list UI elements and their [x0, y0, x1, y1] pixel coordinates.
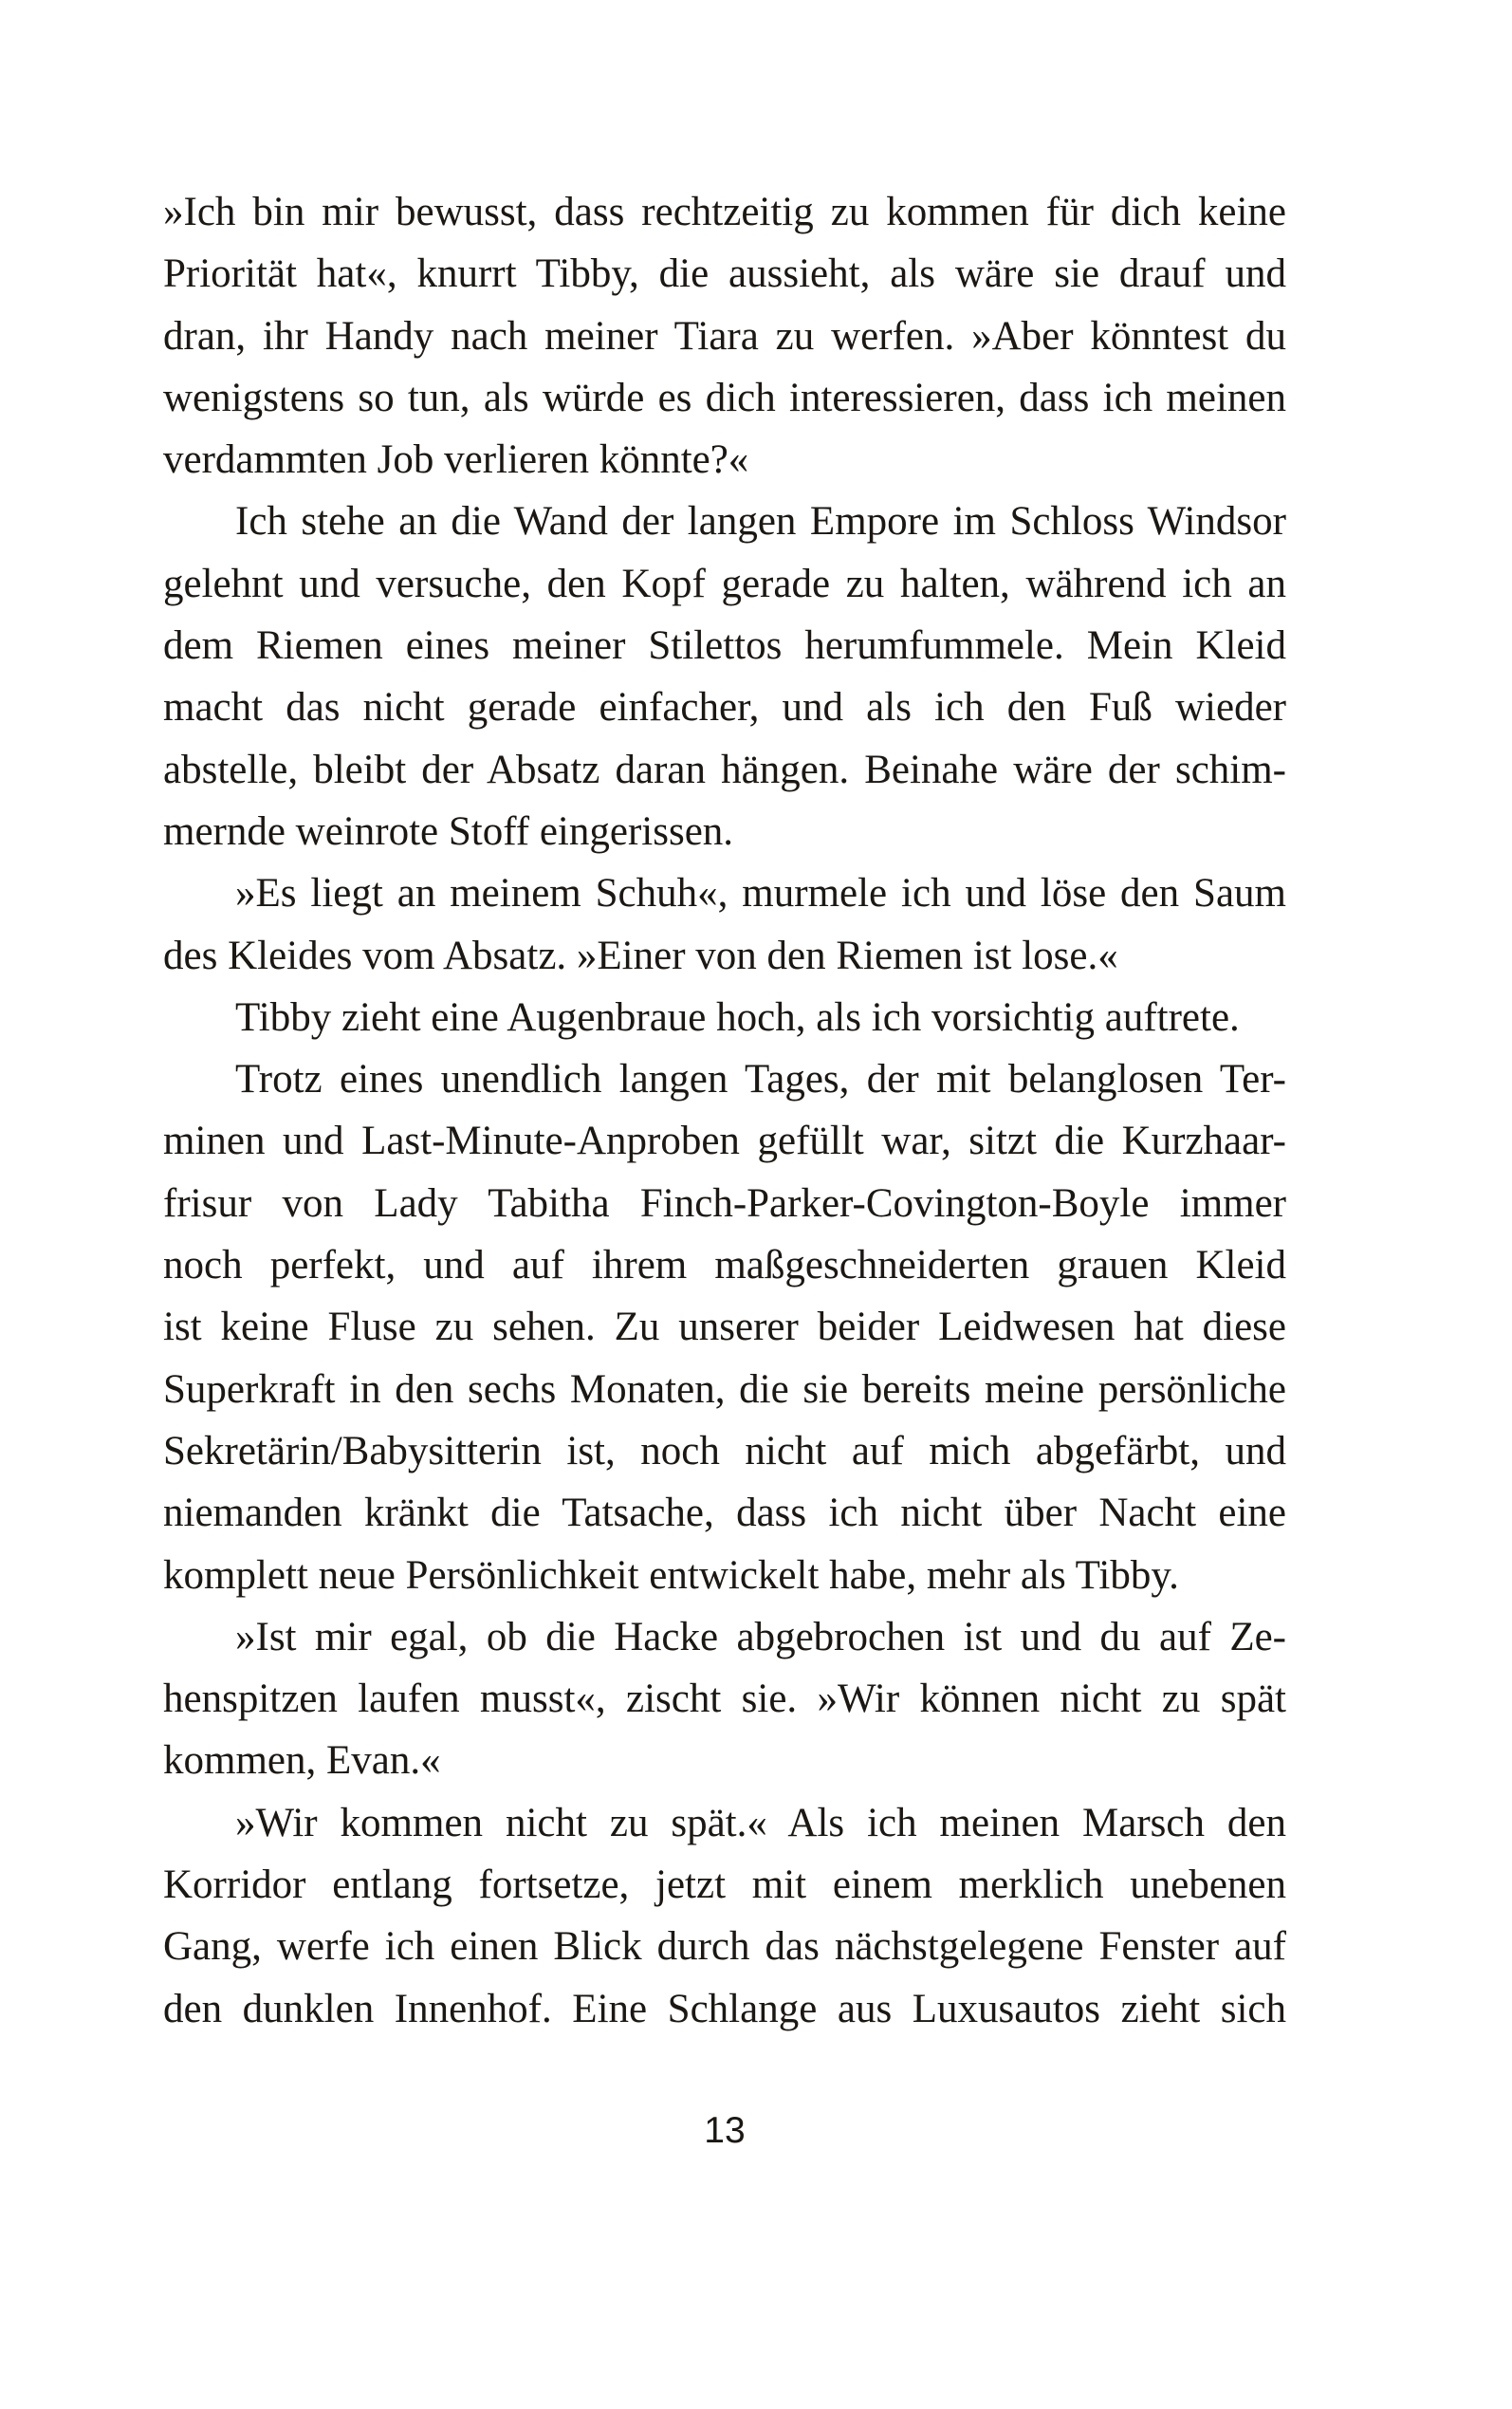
text-line: mernde weinrote Stoff eingerissen. [163, 808, 734, 854]
text-line: »Ich bin mir bewusst, dass rechtzeitig zu kommen für dich keine [163, 190, 1286, 234]
text-line: abstelle, bleibt der Absatz daran hängen. Beinahe wäre der schim- [163, 747, 1286, 792]
text-line: minen und Last-Minute-Anproben gefüllt war, sitzt die Kurzhaar- [163, 1119, 1286, 1164]
paragraph [163, 491, 1286, 862]
text-line: henspitzen laufen musst«, zischt sie. »Wir können nicht zu spät [163, 1677, 1286, 1722]
text-line: »Es liegt an meinem Schuh«, murmele ich und löse den Saum [235, 871, 1286, 917]
text-line: ist keine Fluse zu sehen. Zu unserer beider Leidwesen hat diese [163, 1305, 1286, 1350]
text-line: »Wir kommen nicht zu spät.« Als ich meinen Marsch den [235, 1800, 1286, 1845]
text-line: dran, ihr Handy nach meiner Tiara zu werfen. »Aber könntest du [163, 313, 1286, 359]
text-line: komplett neue Persönlichkeit entwickelt habe, mehr als Tibby. [163, 1552, 1179, 1598]
text-line: den dunklen Innenhof. Eine Schlange aus Luxusautos zieht sich [163, 1986, 1286, 2031]
text-line: dem Riemen eines meiner Stilettos herumfummele. Mein Kleid [163, 623, 1286, 669]
paragraph [163, 1606, 1286, 1792]
text-line: gelehnt und versuche, den Kopf gerade zu halten, während ich an [163, 561, 1286, 606]
text-line: Ich stehe an die Wand der langen Empore im Schloss Windsor [235, 499, 1286, 545]
paragraph [163, 1792, 1286, 2040]
text-line: kommen, Evan.« [163, 1738, 441, 1784]
paragraph [163, 987, 1286, 1048]
text-line: Korridor entlang fortsetze, jetzt mit einem merklich unebenen [163, 1862, 1286, 1908]
text-line: »Ist mir egal, ob die Hacke abgebrochen ist und du auf Ze- [235, 1614, 1286, 1659]
paragraph [163, 1048, 1286, 1606]
paragraph [163, 181, 1286, 491]
text-line: Priorität hat«, knurrt Tibby, die aussieht, als wäre sie drauf und [163, 251, 1286, 297]
text-line: frisur von Lady Tabitha Finch-Parker-Covington-Boyle immer [163, 1180, 1286, 1226]
text-line: Sekretärin/Babysitterin ist, noch nicht auf mich abgefärbt, und [163, 1428, 1286, 1473]
text-line: Trotz eines unendlich langen Tages, der mit belanglosen Ter- [235, 1057, 1286, 1103]
text-line: Tibby zieht eine Augenbraue hoch, als ich vorsichtig auftrete. [235, 994, 1240, 1040]
text-line: niemanden kränkt die Tatsache, dass ich nicht über Nacht eine [163, 1491, 1286, 1536]
page-number: 13 [704, 2110, 746, 2151]
text-line: Superkraft in den sechs Monaten, die sie bereits meine persönliche [163, 1366, 1286, 1412]
text-line: Gang, werfe ich einen Blick durch das nächstgelegene Fenster auf [163, 1924, 1286, 1970]
paragraph [163, 862, 1286, 987]
text-line: wenigstens so tun, als würde es dich interessieren, dass ich meinen [163, 375, 1286, 420]
text-line: noch perfekt, und auf ihrem maßgeschneiderten grauen Kleid [163, 1243, 1286, 1288]
text-line: macht das nicht gerade einfacher, und als ich den Fuß wieder [163, 685, 1286, 731]
text-line: des Kleides vom Absatz. »Einer von den Riemen ist lose.« [163, 933, 1118, 978]
text-line: verdammten Job verlieren könnte?« [163, 437, 749, 483]
page-text [163, 181, 1286, 2040]
